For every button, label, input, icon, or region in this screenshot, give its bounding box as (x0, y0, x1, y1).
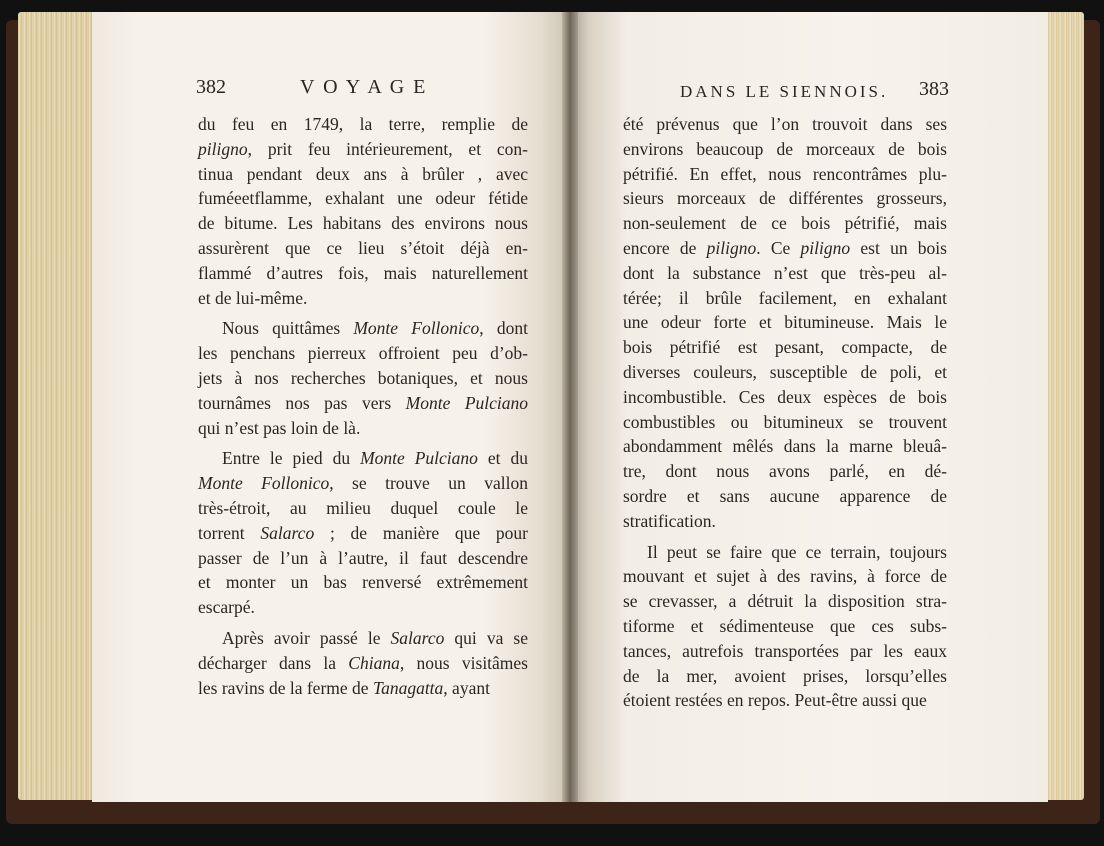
text-run: , prit feu intérieurement, et con- (247, 138, 528, 159)
text-line (198, 236, 528, 261)
text-run: fuméeetflamme, exhalant une odeur fétide (198, 188, 528, 209)
text-line (623, 614, 947, 639)
text-line (623, 459, 947, 484)
text-run: qui va se (444, 627, 528, 648)
text-line (198, 595, 528, 620)
text-line (623, 589, 947, 614)
running-head-right: DANS LE SIENNOIS. (680, 82, 889, 101)
text-line (623, 410, 947, 435)
text-run: , ayant (443, 677, 490, 698)
text-line (198, 366, 528, 391)
paragraph (198, 446, 528, 620)
italic-text: piligno (198, 138, 248, 159)
text-line (198, 162, 528, 187)
text-run: jets à nos recherches botaniques, et nous (198, 367, 528, 388)
text-run: flammé d’autres fois, mais naturellement (198, 262, 528, 283)
page-edges-left (18, 12, 98, 800)
italic-text: Monte Pulciano (360, 448, 478, 469)
text-run: térée; il brûle facilement, en exhalant (623, 287, 947, 308)
text-run: ; de manière que pour (314, 522, 529, 543)
text-run: de la mer, avoient prises, lorsqu’elles (623, 665, 947, 686)
text-line (623, 137, 947, 162)
text-run: les ravins de la ferme de (198, 677, 373, 698)
text-run: combustibles ou bitumineux se trouvent (623, 411, 947, 432)
text-run: torrent (198, 522, 261, 543)
text-run: tournâmes nos pas vers (198, 392, 406, 413)
text-line (623, 509, 947, 534)
text-line (623, 484, 947, 509)
paragraph (623, 540, 947, 714)
italic-text: Chiana (348, 652, 400, 673)
text-run: du feu en 1749, la terre, remplie de (198, 114, 528, 134)
paragraph (198, 626, 528, 700)
text-run: escarpé. (198, 597, 255, 618)
text-run: très-étroit, au milieu duquel coule le (198, 497, 528, 518)
text-line (198, 446, 528, 471)
text-line (623, 310, 947, 335)
text-run: . Ce (756, 237, 801, 258)
text-line (623, 186, 947, 211)
text-line (198, 341, 528, 366)
text-run: Après avoir passé le (222, 627, 391, 648)
text-line (623, 112, 947, 137)
text-line (623, 664, 947, 689)
paragraph (198, 316, 528, 440)
text-line (198, 137, 528, 162)
text-line (198, 211, 528, 236)
italic-text: Tanagatta (372, 677, 444, 698)
text-line (198, 261, 528, 286)
text-line (198, 626, 528, 651)
text-line (623, 564, 947, 589)
text-run: se crevasser, a détruit la disposition stra- (623, 591, 947, 612)
text-line (623, 434, 947, 459)
text-line (198, 651, 528, 676)
text-run: été prévenus que l’on trouvoit dans ses (623, 114, 947, 134)
text-run: sieurs morceaux de différentes grosseurs, (623, 188, 947, 209)
left-body-text (198, 112, 528, 700)
text-run: non-seulement de ce bois pétrifié, mais (623, 213, 947, 234)
text-run: tances, autrefois transportées par les eaux (623, 640, 947, 661)
text-run: décharger dans la (198, 652, 349, 673)
text-run: encore de (623, 237, 707, 258)
text-line (198, 546, 528, 571)
text-line (623, 211, 947, 236)
text-line (623, 261, 947, 286)
text-line (198, 316, 528, 341)
text-run: les penchans pierreux offroient peu d’ob- (198, 343, 528, 364)
text-run: , se trouve un vallon (329, 473, 528, 494)
text-line (623, 360, 947, 385)
right-body-text (623, 112, 947, 713)
text-run: , nous visitâmes (399, 652, 528, 673)
text-run: Entre le pied du (222, 448, 361, 469)
italic-text: Salarco (390, 627, 445, 648)
italic-text: piligno (800, 237, 851, 258)
text-run: stratification. (623, 510, 716, 531)
text-run: est un bois (850, 237, 947, 258)
text-line (198, 391, 528, 416)
italic-text: piligno (706, 237, 757, 258)
text-run: abondamment mêlés dans la marne bleuâ- (623, 436, 947, 457)
text-run: diverses couleurs, susceptible de poli, et (623, 361, 947, 382)
text-run: une odeur forte et bitumineuse. Mais le (623, 312, 947, 333)
text-run: Nous quittâmes (222, 318, 354, 339)
page-number-right: 383 (919, 78, 949, 100)
text-run: tiforme et sédimenteuse que ces subs- (623, 615, 947, 636)
text-line (623, 639, 947, 664)
text-run: passer de l’un à l’autre, il faut descendre (198, 547, 528, 568)
text-run: environs beaucoup de morceaux de bois (623, 138, 947, 159)
italic-text: Monte Pulciano (405, 392, 528, 413)
text-run: mouvant et sujet à des ravins, à force de (623, 566, 947, 587)
text-run: sordre et sans aucune apparence de (623, 485, 947, 506)
text-run: qui n’est pas loin de là. (198, 417, 361, 438)
text-line (198, 112, 528, 137)
text-run: bois pétrifié est pesant, compacte, de (623, 337, 947, 358)
text-run: pétrifié. En effet, nous rencontrâmes plu- (623, 163, 947, 184)
page-edges-right (1042, 12, 1084, 800)
text-run: et du (477, 448, 529, 469)
text-run: tinua pendant deux ans à brûler , avec (198, 163, 528, 184)
text-line (198, 471, 528, 496)
text-run: étoient restées en repos. Peut-être aussi que (623, 690, 927, 711)
text-line (198, 570, 528, 595)
italic-text: Monte Follonico (353, 318, 480, 339)
italic-text: Salarco (260, 522, 315, 543)
text-line (623, 540, 947, 565)
text-line (198, 496, 528, 521)
text-run: incombustible. Ces deux espèces de bois (623, 386, 947, 407)
italic-text: Monte Follonico (198, 473, 330, 494)
text-run: tre, dont nous avons parlé, en dé- (623, 461, 947, 482)
text-line (198, 416, 528, 441)
text-line (623, 286, 947, 311)
text-run: , dont (479, 318, 528, 339)
text-run: et de lui-même. (198, 287, 308, 308)
text-line (623, 385, 947, 410)
text-line (623, 335, 947, 360)
text-run: de bitume. Les habitans des environs nous (198, 213, 528, 234)
text-line (198, 521, 528, 546)
text-run: dont la substance n’est que très-peu al- (623, 262, 947, 283)
text-line (623, 688, 947, 713)
book-gutter (562, 12, 578, 802)
text-line (198, 286, 528, 311)
paragraph (198, 112, 528, 310)
text-run: et monter un bas renversé extrêmement (198, 572, 528, 593)
text-line (198, 186, 528, 211)
running-head-left: V O Y A G E (300, 76, 428, 98)
paragraph (623, 112, 947, 534)
text-line (623, 236, 947, 261)
text-run: assurèrent que ce lieu s’étoit déjà en- (198, 237, 528, 258)
page-number-left: 382 (196, 76, 226, 98)
text-line (198, 676, 528, 701)
text-line (623, 162, 947, 187)
text-run: Il peut se faire que ce terrain, toujours (647, 541, 947, 562)
